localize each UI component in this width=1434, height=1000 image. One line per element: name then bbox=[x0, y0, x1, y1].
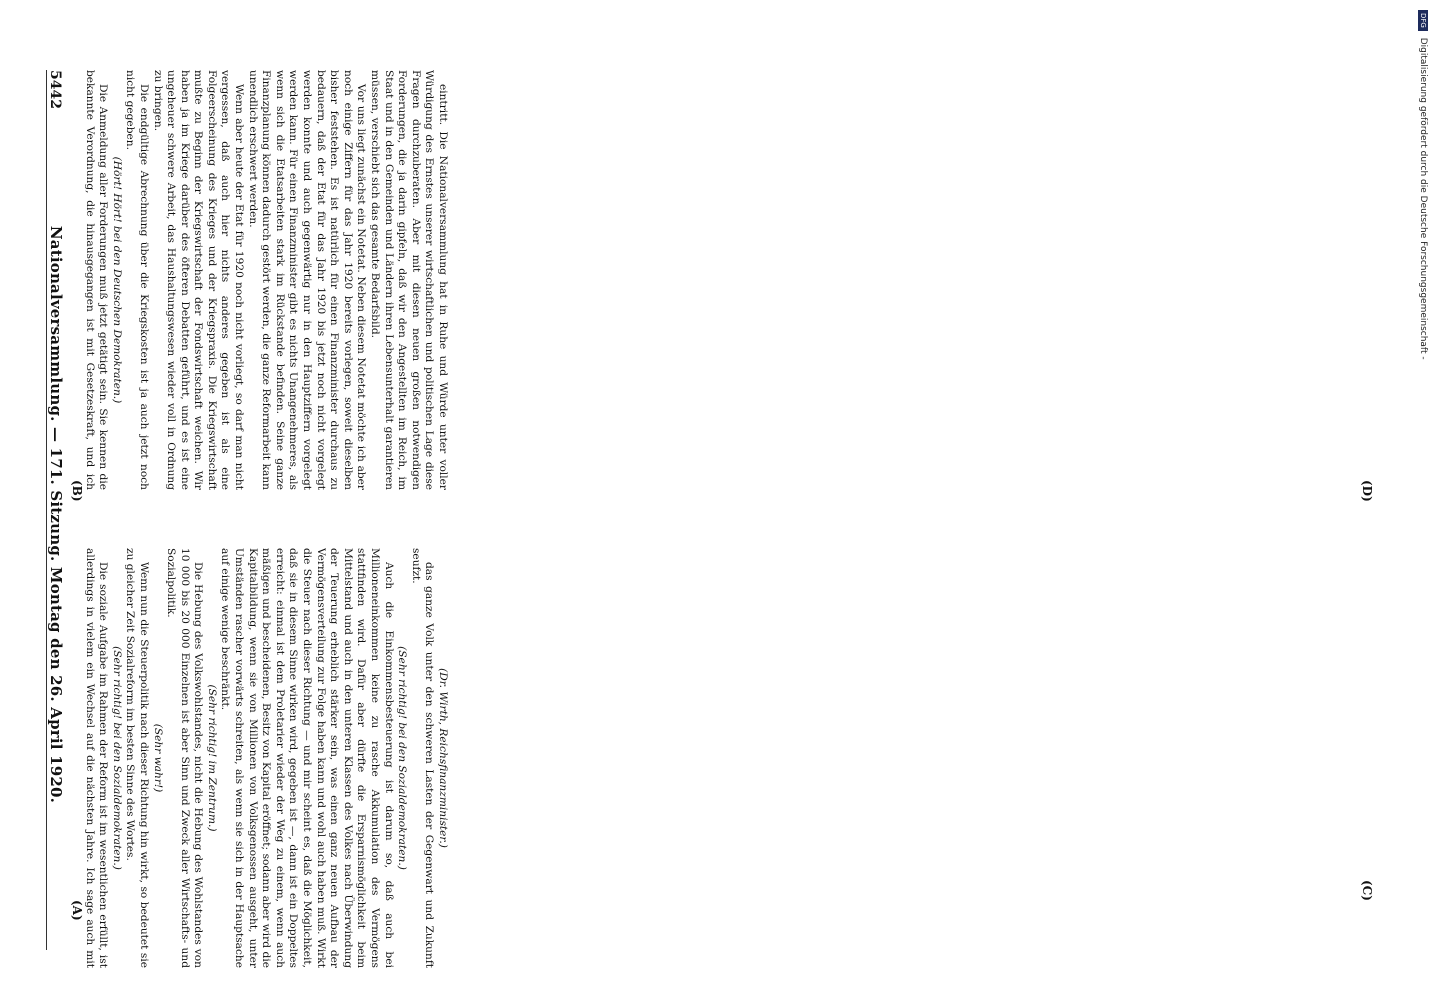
left-paragraph: (Dr. Wirth, Reichsfinanzminister.) bbox=[437, 668, 449, 848]
left-paragraph: Die Hebung des Volkswohlstandes, nicht die Hebung des Wohlstandes von 10 000 bis 20 000 Einzelnen ist aber Sinn und Zweck aller Wirtschafts- und Sozialpolitik. bbox=[165, 548, 205, 968]
digitization-credit: Digitalisierung gefördert durch die Deutsche Forschungsgemeinschaft - bbox=[1418, 37, 1428, 360]
margin-mark-d: (D) bbox=[1360, 480, 1374, 502]
page-header bbox=[46, 70, 69, 950]
left-paragraph: Wenn nun die Steuerpolitik nach dieser Richtung hin wirkt, so bedeutet sie zu gleicher Zeit Sozialreform im besten Sinne des Wortes. bbox=[124, 548, 150, 968]
right-column bbox=[81, 70, 449, 490]
page-number: 5442 bbox=[47, 70, 63, 109]
page-title: Nationalversammlung. — 171. Sitzung. Montag den 26. April 1920. bbox=[47, 225, 65, 804]
left-paragraph: (Sehr wahr!) bbox=[151, 723, 164, 793]
left-paragraph: (Sehr richtig! bei den Sozialdemokraten.) bbox=[396, 646, 409, 870]
right-paragraph: Die Anmeldung aller Forderungen muß jetzt getätigt sein. Sie kennen die bekannte Verordnung, die hinausgegangen ist mit Gesetzeskraft, und ich bbox=[83, 70, 110, 490]
right-paragraph: Vor uns liegt zunächst ein Notetat. Neben diesem Notetat möchte ich aber noch einige Ziffern für das Jahr 1920 bereits vorlegen, soweit dieselben bisher feststehen. Es ist natürlich für einen Finanzminister durchaus zu bedauern, daß der Etat für das Jahr 1920 bis jetzt noch nicht vorgelegt werden konnte und auch gegenwärtig nur in den Hauptziffern vorgelegt werden kann. Für einen Finanzminister gibt es nichts Unangenehmeres, als wenn sich die Etatsarbeiten stark im Rückstande befinden. Seine ganze Finanzplanung können dadurch gestört werden, die ganze Reformarbeit kann unendlich erschwert werden. bbox=[246, 70, 368, 490]
side-footer bbox=[1410, 10, 1430, 990]
left-column bbox=[81, 548, 449, 968]
margin-mark-b: (B) bbox=[70, 480, 84, 502]
left-paragraph: Auch die Einkommensbesteuerung ist darum so, daß auch bei Millioneneinkommen keine zu rasche Akkumulation des Vermögens stattfinden wird. Dafür aber dürfte die Ersparnismöglichkeit beim Mittelstand und auch in den unteren Klassen des Volkes nach Überwindung der Teuerung erheblich stärker sein, was einen ganz neuen Aufbau der Vermögensverteilung zur Folge haben kann und wohl auch haben muß. Wirkt die Steuer nach dieser Richtung — und mir scheint es, daß die Möglichkeit, daß sie in diesem Sinne wirken wird, gegeben ist —, dann ist ein Doppeltes erreicht: einmal ist dem Proletarier wieder der Weg zu einem, wenn auch mäßigen und bescheidenen, Besitz von Kapital eröffnet; sodann aber wird die Kapitalbildung, wenn sie von Millionen von Volksgenossen ausgeht, unter Umständen rascher vorwärts schreiten, als wenn sie sich in der Hauptsache auf einige wenige beschränkt. bbox=[219, 548, 395, 968]
right-paragraph: (Hört! Hört! bei den Deutschen Demokraten.) bbox=[110, 156, 123, 404]
left-paragraph: das ganze Volk unter den schweren Lasten der Gegenwart und Zukunft seufzt. bbox=[409, 548, 436, 968]
left-paragraph: (Sehr richtig! bei den Sozialdemokraten.) bbox=[110, 646, 123, 870]
right-paragraph: eintritt. Die Nationalversammlung hat in Ruhe und Würde unter voller Würdigung des Ernstes unserer wirtschaftlichen und politischen Lage diese Fragen durchzuberaten. Aber mit diesen neuen großen notwendigen Forderungen, die ja darin gipfeln, daß wir den Angestellten im Reich, im Staat und in den Gemeinden und Ländern ihren Lebensunterhalt garantieren müssen, verschiebt sich das gesamte Bedarfsbild. bbox=[369, 70, 449, 490]
left-paragraph: (Sehr richtig! im Zentrum.) bbox=[205, 684, 218, 832]
left-paragraph: Die soziale Aufgabe im Rahmen der Reform ist im wesentlichen erfüllt, ist allerdings in vielem ein Wechsel auf die nächsten Jahre. Ich sage auch mit bbox=[83, 548, 110, 968]
right-paragraph: Die endgültige Abrechnung über die Kriegskosten ist ja auch jetzt noch nicht gegeben. bbox=[124, 70, 150, 490]
right-paragraph: Wenn aber heute der Etat für 1920 noch nicht vorliegt, so darf man nicht vergessen, daß auch hier nichts anderes gegeben ist als eine Folgeerscheinung des Krieges und der Kriegspraxis. Die Kriegswirtschaft mußte zu Beginn der Kriegswirtschaft der Fondswirtschaft weichen. Wir haben ja im Kriege darüber des öfteren Debatten geführt, und es ist eine ungeheuer schwere Arbeit, das Haushaltungswesen wieder voll in Ordnung zu bringen. bbox=[151, 70, 246, 490]
margin-mark-a: (A) bbox=[70, 900, 84, 921]
margin-mark-c: (C) bbox=[1360, 880, 1374, 901]
dfg-logo: DFG bbox=[1418, 10, 1428, 31]
